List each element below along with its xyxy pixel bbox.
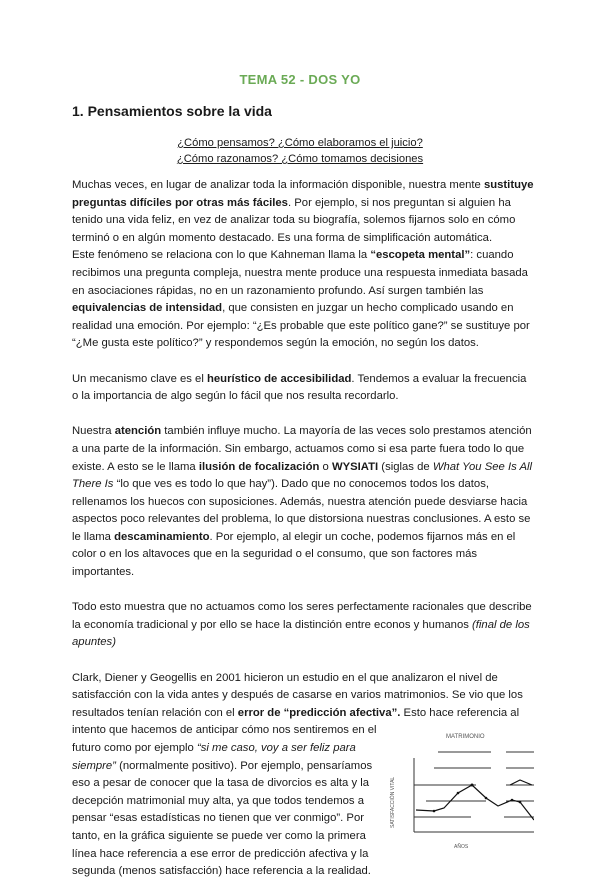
- text-run: (siglas de: [378, 460, 433, 473]
- bold-term: heurístico de accesibilidad: [207, 372, 352, 385]
- italic-text: “si me caso, voy a ser feliz para siempre”: [72, 742, 356, 772]
- text-run: Todo esto muestra que no actuamos como los seres perfectamente racionales que describe la economía tradicional y por ello se hace la distinción entre econos y humanos: [72, 601, 532, 631]
- text-run: : cuando recibimos una pregunta compleja, nuestra mente produce una respuesta inmediata basada en asociaciones rápidas, no en un razonamiento profundo. Así surgen también las: [72, 249, 528, 297]
- bold-term: “escopeta mental”: [370, 249, 471, 262]
- text-run: . Por ejemplo, si nos preguntan si alguien ha tenido una vida feliz, en vez de analizar toda su biografía, solemos fijarnos solo en cómo terminó o en algún momento destacado. Es una forma de simplificación automática.: [72, 196, 516, 244]
- text-run: futuro como por ejemplo: [72, 742, 197, 754]
- figure-xlabel: AÑOS: [454, 844, 469, 851]
- italic-text: What You See Is All There Is: [72, 460, 533, 491]
- bold-term: error de “predicción afectiva”.: [237, 706, 401, 719]
- section-heading: 1. Pensamientos sobre la vida: [72, 103, 272, 119]
- text-run: Muchas veces, en lugar de analizar toda la información disponible, nuestra mente: [72, 179, 484, 191]
- bold-term: atención: [114, 425, 162, 438]
- text-run: , que consisten en juzgar un hecho complicado usando en realidad una emoción. Por ejemplo: “¿Es probable que este político gane?” se sustituye por “¿Me gusta este político?” y respondemos según la emoción, no según los datos.: [72, 302, 530, 350]
- paragraphs: [72, 177, 534, 652]
- text-run: Este fenómeno se relaciona con lo que Kahneman llama la: [72, 249, 371, 262]
- text-run: Un mecanismo clave es el: [72, 372, 207, 385]
- figure-title: MATRIMONIO: [446, 734, 485, 741]
- paragraph-clark-intro: [72, 670, 534, 723]
- text-run: también influye mucho. La mayoría de las veces solo prestamos atención a una parte de la información. Sin embargo, actuamos como si esa parte fuera todo lo que existe. A esto se le llama: [72, 425, 532, 473]
- text-run: “lo que ves es todo lo que hay”). Dado que no conocemos todos los datos, rellenamos los huecos con suposiciones. Además, nuestra atención puede desviarse hacia aspectos poco relevantes del problema, lo que distorsiona nuestras conclusiones. A esto se le llama: [72, 478, 531, 543]
- italic-text: (final de los apuntes): [72, 618, 530, 649]
- text-run: Clark, Diener y Geogellis en 2001 hicieron un estudio en el que analizaron el nivel de satisfacción con la vida antes y después de casarse en varios matrimonios. Se vio que los resultados tenían relación con el: [72, 671, 523, 719]
- bold-term: ilusión de focalización: [198, 460, 320, 473]
- paragraph: [72, 177, 534, 353]
- bold-term: sustituye preguntas difíciles por otras más fáciles: [72, 179, 534, 209]
- figure-prediction-line: [510, 780, 532, 785]
- text-run: intento que hacemos de anticipar cómo nos sentiremos en el: [72, 724, 377, 737]
- text-run: o: [319, 460, 332, 473]
- bold-term: WYSIATI: [331, 460, 379, 473]
- text-run: Nuestra: [72, 425, 115, 438]
- question-line: ¿Cómo pensamos? ¿Cómo elaboramos el juicio?: [177, 137, 423, 149]
- figure-series-line: [416, 785, 534, 820]
- paragraph: [72, 423, 534, 581]
- text-run: . Tendemos a evaluar la frecuencia o la importancia de algo según lo fácil que nos resulta recordarlo.: [72, 372, 527, 403]
- marriage-satisfaction-figure: [386, 728, 534, 850]
- text-run: . Por ejemplo, al elegir un coche, podemos fijarnos más en el color o en los altavoces que en la seguridad o el consumo, que son factores más importantes.: [72, 530, 516, 579]
- paragraph: [72, 371, 534, 406]
- paragraph-clark-text: [72, 724, 377, 877]
- question-line: ¿Cómo razonamos? ¿Cómo tomamos decisiones: [176, 153, 424, 165]
- document-title: TEMA 52 - DOS YO: [239, 72, 361, 87]
- paragraph: [72, 599, 534, 652]
- bold-term: equivalencias de intensidad: [72, 302, 223, 315]
- figure-gridlines: [414, 752, 534, 832]
- figure-ylabel: SATISFACCIÓN VITAL: [390, 777, 396, 829]
- bold-term: descaminamiento: [114, 530, 210, 543]
- paragraph-clark-wrapped: [72, 722, 534, 880]
- text-run: Esto hace referencia al: [400, 706, 520, 719]
- figure-data-points: [433, 784, 522, 813]
- text-run: (normalmente positivo). Por ejemplo, pensaríamos eso a pesar de conocer que la tasa de divorcios es alta y la decepción matrimonial muy alta, ya que todos tendemos a pensar “esas estadísticas no tienen que ver conmigo”. Por tanto, en la gráfica siguiente se puede ver como la primera línea hace referencia a ese error de predicción afectiva y la segunda (menos satisfacción) hace referencia a la realidad.: [72, 759, 373, 878]
- guiding-questions: [0, 135, 600, 167]
- document-body: [72, 177, 534, 881]
